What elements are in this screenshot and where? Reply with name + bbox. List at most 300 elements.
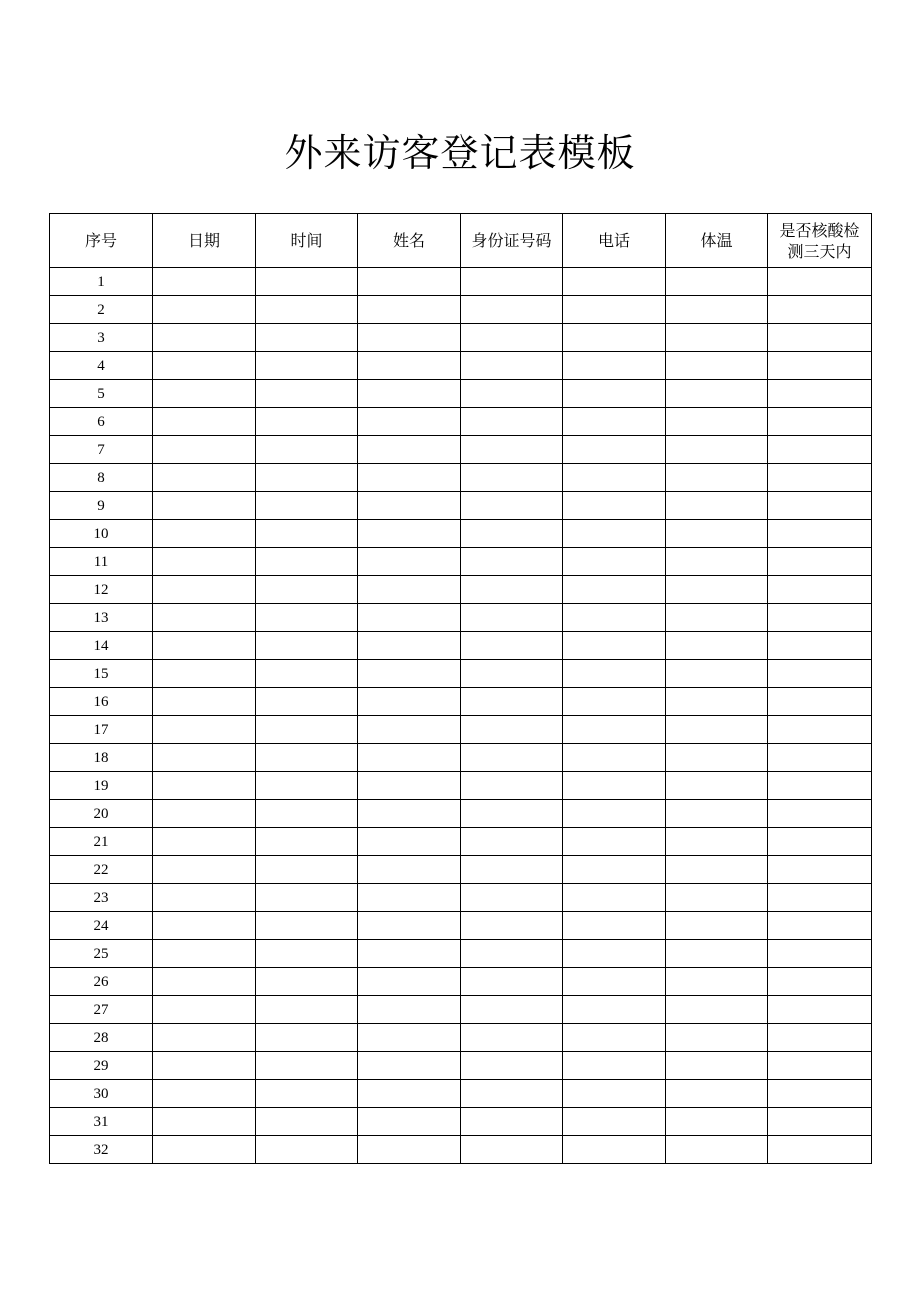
time-cell[interactable] bbox=[256, 1108, 358, 1136]
table-row bbox=[50, 576, 872, 604]
nucleic-test-cell[interactable] bbox=[768, 604, 872, 632]
time-cell[interactable] bbox=[256, 1080, 358, 1108]
nucleic-test-cell[interactable] bbox=[768, 856, 872, 884]
table-row bbox=[50, 604, 872, 632]
temperature-cell[interactable] bbox=[666, 576, 768, 604]
table-row bbox=[50, 324, 872, 352]
nucleic-test-cell[interactable] bbox=[768, 912, 872, 940]
date-cell[interactable] bbox=[153, 268, 256, 296]
phone-cell[interactable] bbox=[563, 688, 666, 716]
row-number: 15 bbox=[50, 660, 153, 688]
date-cell[interactable] bbox=[153, 688, 256, 716]
temperature-cell[interactable] bbox=[666, 1136, 768, 1164]
time-cell[interactable] bbox=[256, 660, 358, 688]
date-cell[interactable] bbox=[153, 800, 256, 828]
row-number: 24 bbox=[50, 912, 153, 940]
phone-cell[interactable] bbox=[563, 744, 666, 772]
temperature-cell[interactable] bbox=[666, 604, 768, 632]
phone-cell[interactable] bbox=[563, 1024, 666, 1052]
date-cell[interactable] bbox=[153, 352, 256, 380]
table-row bbox=[50, 408, 872, 436]
time-cell[interactable] bbox=[256, 268, 358, 296]
table-row bbox=[50, 632, 872, 660]
date-cell[interactable] bbox=[153, 996, 256, 1024]
table-row bbox=[50, 1108, 872, 1136]
date-cell[interactable] bbox=[153, 548, 256, 576]
id-number-cell[interactable] bbox=[461, 436, 563, 464]
phone-cell[interactable] bbox=[563, 352, 666, 380]
temperature-cell[interactable] bbox=[666, 520, 768, 548]
table-row bbox=[50, 1080, 872, 1108]
table-row bbox=[50, 1136, 872, 1164]
row-number: 18 bbox=[50, 744, 153, 772]
name-cell[interactable] bbox=[358, 436, 461, 464]
row-number: 9 bbox=[50, 492, 153, 520]
row-number: 27 bbox=[50, 996, 153, 1024]
phone-cell[interactable] bbox=[563, 520, 666, 548]
row-number: 8 bbox=[50, 464, 153, 492]
id-number-cell[interactable] bbox=[461, 296, 563, 324]
nucleic-test-cell[interactable] bbox=[768, 996, 872, 1024]
phone-cell[interactable] bbox=[563, 268, 666, 296]
time-cell[interactable] bbox=[256, 464, 358, 492]
name-cell[interactable] bbox=[358, 660, 461, 688]
time-cell[interactable] bbox=[256, 744, 358, 772]
time-cell[interactable] bbox=[256, 380, 358, 408]
phone-cell[interactable] bbox=[563, 380, 666, 408]
table-row bbox=[50, 520, 872, 548]
temperature-cell[interactable] bbox=[666, 996, 768, 1024]
row-number: 2 bbox=[50, 296, 153, 324]
table-row bbox=[50, 464, 872, 492]
date-cell[interactable] bbox=[153, 492, 256, 520]
name-cell[interactable] bbox=[358, 324, 461, 352]
name-cell[interactable] bbox=[358, 828, 461, 856]
nucleic-test-cell[interactable] bbox=[768, 576, 872, 604]
nucleic-test-cell[interactable] bbox=[768, 268, 872, 296]
date-cell[interactable] bbox=[153, 464, 256, 492]
time-cell[interactable] bbox=[256, 940, 358, 968]
phone-cell[interactable] bbox=[563, 436, 666, 464]
table-row bbox=[50, 352, 872, 380]
phone-cell[interactable] bbox=[563, 996, 666, 1024]
date-cell[interactable] bbox=[153, 884, 256, 912]
header-cell-nucleic-test-label: 是否核酸检测三天内 bbox=[779, 220, 860, 261]
temperature-cell[interactable] bbox=[666, 688, 768, 716]
date-cell[interactable] bbox=[153, 408, 256, 436]
time-cell[interactable] bbox=[256, 996, 358, 1024]
nucleic-test-cell[interactable] bbox=[768, 800, 872, 828]
date-cell[interactable] bbox=[153, 296, 256, 324]
row-number: 11 bbox=[50, 548, 153, 576]
phone-cell[interactable] bbox=[563, 800, 666, 828]
phone-cell[interactable] bbox=[563, 1136, 666, 1164]
time-cell[interactable] bbox=[256, 856, 358, 884]
table-row bbox=[50, 912, 872, 940]
phone-cell[interactable] bbox=[563, 884, 666, 912]
temperature-cell[interactable] bbox=[666, 1080, 768, 1108]
table-row bbox=[50, 660, 872, 688]
row-number: 16 bbox=[50, 688, 153, 716]
name-cell[interactable] bbox=[358, 380, 461, 408]
nucleic-test-cell[interactable] bbox=[768, 324, 872, 352]
date-cell[interactable] bbox=[153, 660, 256, 688]
date-cell[interactable] bbox=[153, 716, 256, 744]
date-cell[interactable] bbox=[153, 912, 256, 940]
row-number: 20 bbox=[50, 800, 153, 828]
nucleic-test-cell[interactable] bbox=[768, 632, 872, 660]
nucleic-test-cell[interactable] bbox=[768, 1080, 872, 1108]
nucleic-test-cell[interactable] bbox=[768, 716, 872, 744]
name-cell[interactable] bbox=[358, 1080, 461, 1108]
row-number: 32 bbox=[50, 1136, 153, 1164]
nucleic-test-cell[interactable] bbox=[768, 1024, 872, 1052]
time-cell[interactable] bbox=[256, 632, 358, 660]
id-number-cell[interactable] bbox=[461, 968, 563, 996]
table-row bbox=[50, 856, 872, 884]
table-row bbox=[50, 436, 872, 464]
name-cell[interactable] bbox=[358, 1024, 461, 1052]
temperature-cell[interactable] bbox=[666, 492, 768, 520]
id-number-cell[interactable] bbox=[461, 1136, 563, 1164]
table-row bbox=[50, 940, 872, 968]
temperature-cell[interactable] bbox=[666, 408, 768, 436]
id-number-cell[interactable] bbox=[461, 380, 563, 408]
phone-cell[interactable] bbox=[563, 968, 666, 996]
table-row bbox=[50, 884, 872, 912]
date-cell[interactable] bbox=[153, 604, 256, 632]
row-number: 12 bbox=[50, 576, 153, 604]
temperature-cell[interactable] bbox=[666, 436, 768, 464]
table-row bbox=[50, 492, 872, 520]
row-number: 6 bbox=[50, 408, 153, 436]
header-cell-temperature: 体温 bbox=[666, 214, 768, 268]
time-cell[interactable] bbox=[256, 548, 358, 576]
temperature-cell[interactable] bbox=[666, 800, 768, 828]
id-number-cell[interactable] bbox=[461, 1108, 563, 1136]
temperature-cell[interactable] bbox=[666, 632, 768, 660]
name-cell[interactable] bbox=[358, 408, 461, 436]
table-row bbox=[50, 800, 872, 828]
id-number-cell[interactable] bbox=[461, 604, 563, 632]
header-cell-nucleic-test bbox=[768, 214, 872, 268]
time-cell[interactable] bbox=[256, 324, 358, 352]
nucleic-test-cell[interactable] bbox=[768, 968, 872, 996]
id-number-cell[interactable] bbox=[461, 324, 563, 352]
name-cell[interactable] bbox=[358, 996, 461, 1024]
date-cell[interactable] bbox=[153, 744, 256, 772]
date-cell[interactable] bbox=[153, 968, 256, 996]
id-number-cell[interactable] bbox=[461, 464, 563, 492]
date-cell[interactable] bbox=[153, 1024, 256, 1052]
temperature-cell[interactable] bbox=[666, 1052, 768, 1080]
id-number-cell[interactable] bbox=[461, 1052, 563, 1080]
temperature-cell[interactable] bbox=[666, 744, 768, 772]
row-number: 22 bbox=[50, 856, 153, 884]
time-cell[interactable] bbox=[256, 1024, 358, 1052]
temperature-cell[interactable] bbox=[666, 464, 768, 492]
phone-cell[interactable] bbox=[563, 1052, 666, 1080]
name-cell[interactable] bbox=[358, 492, 461, 520]
time-cell[interactable] bbox=[256, 352, 358, 380]
time-cell[interactable] bbox=[256, 576, 358, 604]
name-cell[interactable] bbox=[358, 548, 461, 576]
time-cell[interactable] bbox=[256, 604, 358, 632]
temperature-cell[interactable] bbox=[666, 352, 768, 380]
temperature-cell[interactable] bbox=[666, 660, 768, 688]
row-number: 13 bbox=[50, 604, 153, 632]
row-number: 10 bbox=[50, 520, 153, 548]
id-number-cell[interactable] bbox=[461, 940, 563, 968]
temperature-cell[interactable] bbox=[666, 968, 768, 996]
nucleic-test-cell[interactable] bbox=[768, 380, 872, 408]
row-number: 28 bbox=[50, 1024, 153, 1052]
name-cell[interactable] bbox=[358, 1108, 461, 1136]
name-cell[interactable] bbox=[358, 1136, 461, 1164]
header-cell-seq: 序号 bbox=[50, 214, 153, 268]
phone-cell[interactable] bbox=[563, 408, 666, 436]
register-body bbox=[50, 268, 872, 1164]
phone-cell[interactable] bbox=[563, 464, 666, 492]
id-number-cell[interactable] bbox=[461, 520, 563, 548]
phone-cell[interactable] bbox=[563, 576, 666, 604]
date-cell[interactable] bbox=[153, 1108, 256, 1136]
name-cell[interactable] bbox=[358, 520, 461, 548]
id-number-cell[interactable] bbox=[461, 352, 563, 380]
nucleic-test-cell[interactable] bbox=[768, 296, 872, 324]
name-cell[interactable] bbox=[358, 1052, 461, 1080]
temperature-cell[interactable] bbox=[666, 716, 768, 744]
row-number: 1 bbox=[50, 268, 153, 296]
temperature-cell[interactable] bbox=[666, 912, 768, 940]
row-number: 17 bbox=[50, 716, 153, 744]
id-number-cell[interactable] bbox=[461, 1080, 563, 1108]
temperature-cell[interactable] bbox=[666, 856, 768, 884]
time-cell[interactable] bbox=[256, 884, 358, 912]
id-number-cell[interactable] bbox=[461, 660, 563, 688]
nucleic-test-cell[interactable] bbox=[768, 548, 872, 576]
time-cell[interactable] bbox=[256, 492, 358, 520]
date-cell[interactable] bbox=[153, 520, 256, 548]
table-row bbox=[50, 268, 872, 296]
date-cell[interactable] bbox=[153, 856, 256, 884]
table-row bbox=[50, 548, 872, 576]
nucleic-test-cell[interactable] bbox=[768, 408, 872, 436]
time-cell[interactable] bbox=[256, 520, 358, 548]
date-cell[interactable] bbox=[153, 1136, 256, 1164]
time-cell[interactable] bbox=[256, 436, 358, 464]
time-cell[interactable] bbox=[256, 688, 358, 716]
table-row bbox=[50, 688, 872, 716]
id-number-cell[interactable] bbox=[461, 912, 563, 940]
phone-cell[interactable] bbox=[563, 912, 666, 940]
date-cell[interactable] bbox=[153, 940, 256, 968]
row-number: 31 bbox=[50, 1108, 153, 1136]
phone-cell[interactable] bbox=[563, 324, 666, 352]
name-cell[interactable] bbox=[358, 464, 461, 492]
id-number-cell[interactable] bbox=[461, 1024, 563, 1052]
phone-cell[interactable] bbox=[563, 856, 666, 884]
id-number-cell[interactable] bbox=[461, 772, 563, 800]
row-number: 7 bbox=[50, 436, 153, 464]
visitor-register-table bbox=[49, 213, 872, 1164]
row-number: 25 bbox=[50, 940, 153, 968]
header-cell-date: 日期 bbox=[153, 214, 256, 268]
nucleic-test-cell[interactable] bbox=[768, 520, 872, 548]
id-number-cell[interactable] bbox=[461, 744, 563, 772]
header-cell-phone: 电话 bbox=[563, 214, 666, 268]
name-cell[interactable] bbox=[358, 688, 461, 716]
name-cell[interactable] bbox=[358, 576, 461, 604]
id-number-cell[interactable] bbox=[461, 268, 563, 296]
phone-cell[interactable] bbox=[563, 548, 666, 576]
id-number-cell[interactable] bbox=[461, 716, 563, 744]
row-number: 30 bbox=[50, 1080, 153, 1108]
temperature-cell[interactable] bbox=[666, 1108, 768, 1136]
time-cell[interactable] bbox=[256, 912, 358, 940]
id-number-cell[interactable] bbox=[461, 856, 563, 884]
name-cell[interactable] bbox=[358, 940, 461, 968]
time-cell[interactable] bbox=[256, 800, 358, 828]
phone-cell[interactable] bbox=[563, 492, 666, 520]
name-cell[interactable] bbox=[358, 716, 461, 744]
nucleic-test-cell[interactable] bbox=[768, 772, 872, 800]
date-cell[interactable] bbox=[153, 324, 256, 352]
temperature-cell[interactable] bbox=[666, 772, 768, 800]
phone-cell[interactable] bbox=[563, 604, 666, 632]
date-cell[interactable] bbox=[153, 380, 256, 408]
time-cell[interactable] bbox=[256, 968, 358, 996]
nucleic-test-cell[interactable] bbox=[768, 464, 872, 492]
table-row bbox=[50, 716, 872, 744]
nucleic-test-cell[interactable] bbox=[768, 660, 872, 688]
temperature-cell[interactable] bbox=[666, 268, 768, 296]
id-number-cell[interactable] bbox=[461, 632, 563, 660]
phone-cell[interactable] bbox=[563, 772, 666, 800]
table-row bbox=[50, 772, 872, 800]
nucleic-test-cell[interactable] bbox=[768, 744, 872, 772]
time-cell[interactable] bbox=[256, 408, 358, 436]
phone-cell[interactable] bbox=[563, 716, 666, 744]
table-row bbox=[50, 1024, 872, 1052]
nucleic-test-cell[interactable] bbox=[768, 688, 872, 716]
name-cell[interactable] bbox=[358, 604, 461, 632]
name-cell[interactable] bbox=[358, 800, 461, 828]
name-cell[interactable] bbox=[358, 884, 461, 912]
header-cell-name: 姓名 bbox=[358, 214, 461, 268]
row-number: 14 bbox=[50, 632, 153, 660]
phone-cell[interactable] bbox=[563, 1080, 666, 1108]
id-number-cell[interactable] bbox=[461, 800, 563, 828]
name-cell[interactable] bbox=[358, 268, 461, 296]
temperature-cell[interactable] bbox=[666, 296, 768, 324]
temperature-cell[interactable] bbox=[666, 828, 768, 856]
phone-cell[interactable] bbox=[563, 940, 666, 968]
name-cell[interactable] bbox=[358, 352, 461, 380]
row-number: 19 bbox=[50, 772, 153, 800]
time-cell[interactable] bbox=[256, 1052, 358, 1080]
time-cell[interactable] bbox=[256, 296, 358, 324]
nucleic-test-cell[interactable] bbox=[768, 940, 872, 968]
header-cell-id-number: 身份证号码 bbox=[461, 214, 563, 268]
id-number-cell[interactable] bbox=[461, 492, 563, 520]
row-number: 23 bbox=[50, 884, 153, 912]
temperature-cell[interactable] bbox=[666, 1024, 768, 1052]
nucleic-test-cell[interactable] bbox=[768, 436, 872, 464]
page-title: 外来访客登记表模板 bbox=[284, 131, 636, 175]
time-cell[interactable] bbox=[256, 772, 358, 800]
temperature-cell[interactable] bbox=[666, 548, 768, 576]
phone-cell[interactable] bbox=[563, 632, 666, 660]
nucleic-test-cell[interactable] bbox=[768, 1052, 872, 1080]
date-cell[interactable] bbox=[153, 576, 256, 604]
row-number: 4 bbox=[50, 352, 153, 380]
name-cell[interactable] bbox=[358, 856, 461, 884]
temperature-cell[interactable] bbox=[666, 940, 768, 968]
name-cell[interactable] bbox=[358, 772, 461, 800]
time-cell[interactable] bbox=[256, 828, 358, 856]
phone-cell[interactable] bbox=[563, 1108, 666, 1136]
time-cell[interactable] bbox=[256, 1136, 358, 1164]
time-cell[interactable] bbox=[256, 716, 358, 744]
nucleic-test-cell[interactable] bbox=[768, 884, 872, 912]
name-cell[interactable] bbox=[358, 968, 461, 996]
nucleic-test-cell[interactable] bbox=[768, 352, 872, 380]
id-number-cell[interactable] bbox=[461, 828, 563, 856]
table-row bbox=[50, 744, 872, 772]
date-cell[interactable] bbox=[153, 828, 256, 856]
table-row bbox=[50, 968, 872, 996]
id-number-cell[interactable] bbox=[461, 688, 563, 716]
table-row bbox=[50, 828, 872, 856]
nucleic-test-cell[interactable] bbox=[768, 828, 872, 856]
date-cell[interactable] bbox=[153, 436, 256, 464]
table-row bbox=[50, 380, 872, 408]
table-row bbox=[50, 296, 872, 324]
row-number: 26 bbox=[50, 968, 153, 996]
temperature-cell[interactable] bbox=[666, 380, 768, 408]
phone-cell[interactable] bbox=[563, 660, 666, 688]
nucleic-test-cell[interactable] bbox=[768, 492, 872, 520]
name-cell[interactable] bbox=[358, 744, 461, 772]
table-row bbox=[50, 1052, 872, 1080]
name-cell[interactable] bbox=[358, 632, 461, 660]
header-row bbox=[50, 214, 872, 268]
date-cell[interactable] bbox=[153, 1080, 256, 1108]
date-cell[interactable] bbox=[153, 1052, 256, 1080]
temperature-cell[interactable] bbox=[666, 884, 768, 912]
phone-cell[interactable] bbox=[563, 296, 666, 324]
row-number: 3 bbox=[50, 324, 153, 352]
phone-cell[interactable] bbox=[563, 828, 666, 856]
id-number-cell[interactable] bbox=[461, 576, 563, 604]
name-cell[interactable] bbox=[358, 912, 461, 940]
row-number: 21 bbox=[50, 828, 153, 856]
table-row bbox=[50, 996, 872, 1024]
date-cell[interactable] bbox=[153, 632, 256, 660]
id-number-cell[interactable] bbox=[461, 408, 563, 436]
name-cell[interactable] bbox=[358, 296, 461, 324]
nucleic-test-cell[interactable] bbox=[768, 1136, 872, 1164]
nucleic-test-cell[interactable] bbox=[768, 1108, 872, 1136]
id-number-cell[interactable] bbox=[461, 884, 563, 912]
id-number-cell[interactable] bbox=[461, 548, 563, 576]
row-number: 5 bbox=[50, 380, 153, 408]
row-number: 29 bbox=[50, 1052, 153, 1080]
id-number-cell[interactable] bbox=[461, 996, 563, 1024]
date-cell[interactable] bbox=[153, 772, 256, 800]
temperature-cell[interactable] bbox=[666, 324, 768, 352]
